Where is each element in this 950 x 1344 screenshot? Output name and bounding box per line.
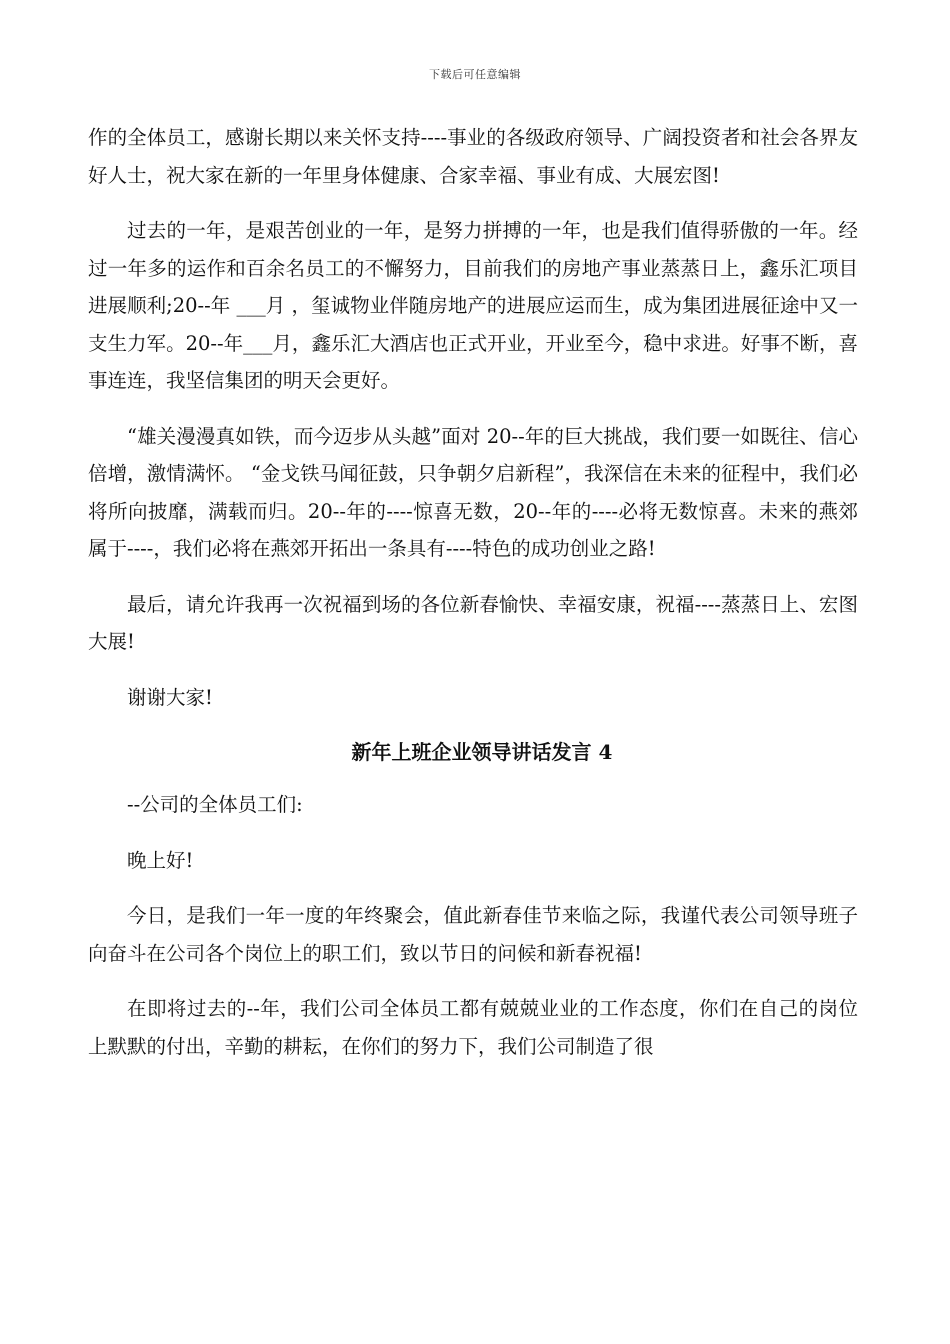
- paragraph-past-year: 过去的一年，是艰苦创业的一年，是努力拼搏的一年，也是我们值得骄傲的一年。经过一年多的运作和百余名员工的不懈努力，目前我们的房地产事业蒸蒸日上，鑫乐汇项目进展顺利;20--年 ___月 ，玺诚物业伴随房地产的进展应运而生，成为集团进展征途中又一支生力军。20--年___月，鑫乐汇大酒店也正式开业，开业至今，稳中求进。好事不断，喜事连连，我坚信集团的明天会更好。: [88, 219, 858, 392]
- paragraph-thanks: 谢谢大家!: [127, 685, 213, 709]
- paragraph-greeting: 晚上好!: [127, 848, 194, 872]
- paragraph-year-review: 在即将过去的--年，我们公司全体员工都有兢兢业业的工作态度，你们在自己的岗位上默默的付出，辛勤的耕耘，在你们的努力下，我们公司制造了很: [88, 997, 858, 1058]
- document-body: [88, 119, 858, 1065]
- paragraph-continuation: 作的全体员工，感谢长期以来关怀支持----事业的各级政府领导、广阔投资者和社会各界友好人士，祝大家在新的一年里身体健康、合家幸福、事业有成、大展宏图!: [88, 126, 858, 187]
- paragraph-new-year-greeting: 今日，是我们一年一度的年终聚会，值此新春佳节来临之际，我谨代表公司领导班子向奋斗在公司各个岗位上的职工们，致以节日的问候和新春祝福!: [88, 904, 858, 965]
- paragraph-closing-wishes: 最后，请允许我再一次祝福到场的各位新春愉快、幸福安康，祝福----蒸蒸日上、宏图大展!: [88, 592, 858, 653]
- section-heading: 新年上班企业领导讲话发言 4: [351, 740, 613, 764]
- paragraph-challenge: “雄关漫漫真如铁，而今迈步从头越”面对 20--年的巨大挑战，我们要一如既往、信心倍增，激情满怀。 “金戈铁马闻征鼓，只争朝夕启新程”，我深信在未来的征程中，我们必将所向披靡，满载而归。20--年的----惊喜无数，20--年的----必将无数惊喜。未来的燕郊属于----，我们必将在燕郊开拓出一条具有----特色的成功创业之路!: [88, 424, 858, 560]
- paragraph-salutation: --公司的全体员工们:: [127, 793, 303, 816]
- header-note: 下载后可任意编辑: [429, 68, 521, 81]
